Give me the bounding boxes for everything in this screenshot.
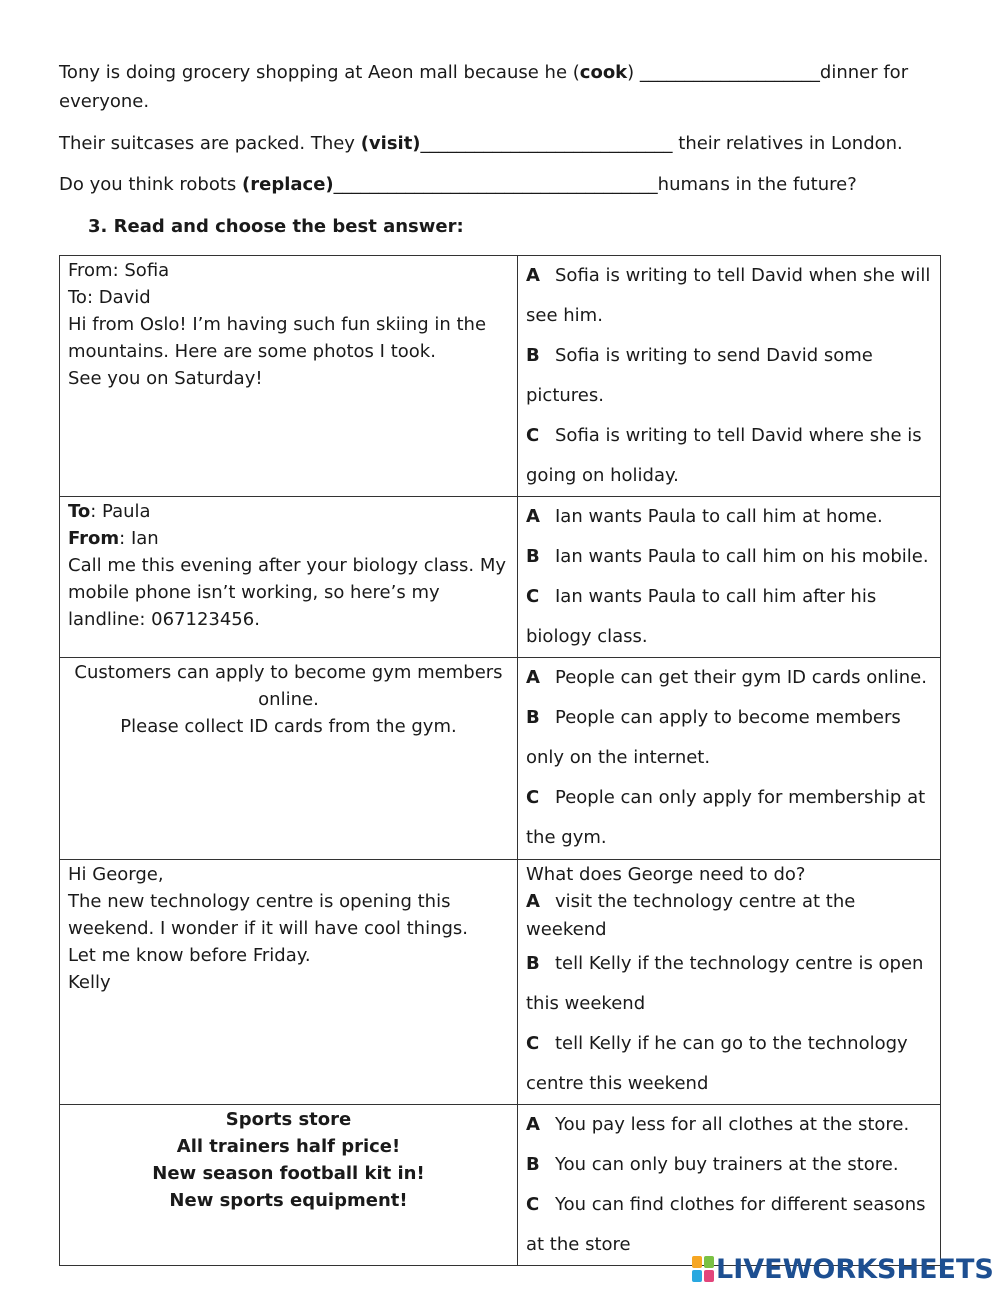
option-c[interactable]: C tell Kelly if he can go to the technology centre this weekend (526, 1033, 908, 1094)
option-a[interactable]: A People can get their gym ID cards online. (526, 667, 927, 688)
options-cell (518, 256, 941, 497)
option-b[interactable]: B tell Kelly if the technology centre is open this weekend (526, 953, 924, 1014)
options-cell (518, 658, 941, 860)
option-b[interactable]: B Sofia is writing to send David some pictures. (526, 345, 873, 406)
table-row (60, 658, 941, 860)
sentence-cook: Tony is doing grocery shopping at Aeon mall because he (cook) ____________________dinner for everyone. (59, 62, 909, 112)
option-c[interactable]: C You can find clothes for different seasons at the store (526, 1194, 926, 1255)
message-cell: Hi George, The new technology centre is opening this weekend. I wonder if it will have cool things. Let me know before Friday. Kelly (60, 860, 518, 1105)
option-a[interactable]: A Sofia is writing to tell David when she will see him. (526, 265, 931, 326)
option-c[interactable]: C People can only apply for membership at the gym. (526, 787, 926, 848)
message-cell: To: Paula From: Ian Call me this evening after your biology class. My mobile phone isn’t working, so here’s my landline: 067123456. (60, 497, 518, 658)
option-a[interactable]: A visit the technology centre at the weekend (526, 891, 856, 940)
logo-text: LIVEWORKSHEETS (716, 1253, 994, 1285)
message-cell: Sports store All trainers half price! New season football kit in! New sports equipment! (60, 1105, 518, 1266)
option-b[interactable]: B People can apply to become members only on the internet. (526, 707, 901, 768)
option-c[interactable]: C Sofia is writing to tell David where she is going on holiday. (526, 425, 922, 486)
reading-table (59, 255, 941, 1266)
table-row (60, 497, 941, 658)
option-c[interactable]: C Ian wants Paula to call him after his biology class. (526, 586, 877, 647)
liveworksheets-logo (692, 1254, 994, 1284)
question-text: What does George need to do? (526, 864, 806, 885)
table-row (60, 1105, 941, 1266)
table-row (60, 860, 941, 1105)
options-cell (518, 497, 941, 658)
option-a[interactable]: A You pay less for all clothes at the store. (526, 1114, 910, 1135)
message-cell: Customers can apply to become gym members online. Please collect ID cards from the gym. (60, 658, 518, 860)
liveworksheets-logo-icon (692, 1256, 714, 1282)
table-row (60, 256, 941, 497)
options-cell (518, 1105, 941, 1266)
section-heading: 3. Read and choose the best answer: (88, 216, 464, 237)
sentence-visit: Their suitcases are packed. They (visit)____________________________ their relatives in London. (59, 133, 903, 154)
option-b[interactable]: B Ian wants Paula to call him on his mobile. (526, 546, 929, 567)
option-a[interactable]: A Ian wants Paula to call him at home. (526, 506, 883, 527)
option-b[interactable]: B You can only buy trainers at the store. (526, 1154, 899, 1175)
message-cell: From: Sofia To: David Hi from Oslo! I’m having such fun skiing in the mountains. Here are some photos I took. See you on Saturday! (60, 256, 518, 497)
options-cell (518, 860, 941, 1105)
sentence-replace: Do you think robots (replace)____________________________________humans in the future? (59, 174, 857, 195)
